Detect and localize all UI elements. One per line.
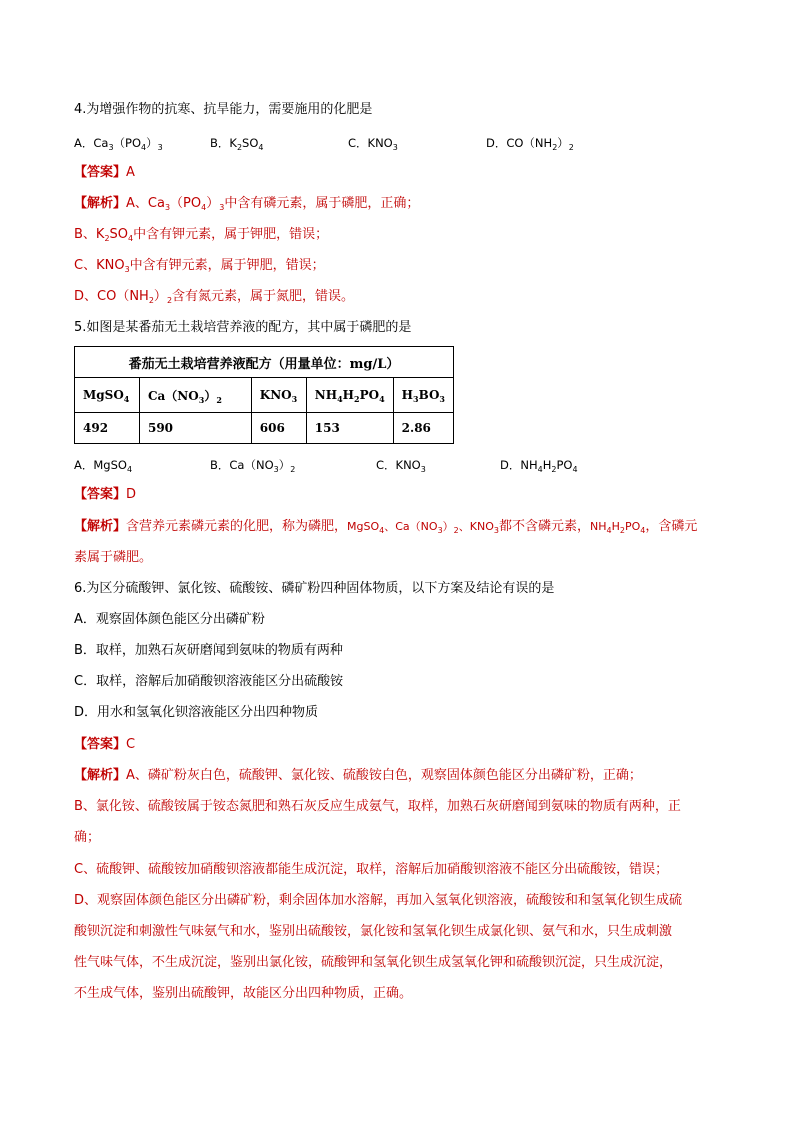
q4-stem: 4.为增强作物的抗寒、抗旱能力，需要施用的化肥是 — [74, 102, 373, 117]
q5-answer: 【答案】D — [74, 487, 137, 502]
q6-stem: 6.为区分硫酸钾、氯化铵、硫酸铵、磷矿粉四种固体物质，以下方案及结论有误的是 — [74, 581, 555, 596]
table-header-cell: $KNO_3$ — [251, 378, 306, 413]
q6-option-d: D．用水和氢氧化钡溶液能区分出四种物质 — [74, 705, 319, 720]
q6-analysis-line: C、硫酸钾、硫酸铵加硝酸钡溶液都能生成沉淀，取样，溶解后加硝酸钡溶液不能区分出硫酸铵，错误； — [74, 862, 669, 877]
q5-analysis-line: 【解析】含营养元素磷元素的化肥，称为磷肥，MgSO$_4$、$Ca(NO_3)_2$、$KNO_3$都不含磷元素，$NH_4H_2PO_4$，含磷元 — [74, 519, 698, 535]
q4-option-b: B．$K_2SO_4$ — [210, 136, 264, 152]
q4-analysis-line: B、$K_2SO_4$中含有钾元素，属于钾肥，错误； — [74, 227, 329, 243]
q6-analysis-line: 性气味气体，不生成沉淀，鉴别出氯化铵，硫酸钾和氢氧化钡生成氢氧化钾和硫酸钡沉淀，只生成沉淀， — [74, 955, 673, 970]
table-value-cell: 606 — [251, 413, 306, 444]
q4-option-d: D．$CO(NH_2)_2$ — [486, 136, 574, 152]
q6-analysis-line: D、观察固体颜色能区分出磷矿粉，剩余固体加水溶解，再加入氢氧化钡溶液，硫酸铵和和氢氧化钡生成硫 — [74, 893, 683, 908]
table-value-cell: 492 — [75, 413, 140, 444]
q6-analysis-line: B、氯化铵、硫酸铵属于铵态氮肥和熟石灰反应生成氨气，取样，加熟石灰研磨闻到氨味的物质有两种，正 — [74, 799, 681, 814]
q4-option-a: A．$Ca_3(PO_4)_3$ — [74, 136, 163, 152]
table-title: 番茄无土栽培营养液配方（用量单位：mg/L） — [75, 347, 454, 378]
table-value-cell: 590 — [139, 413, 251, 444]
q6-option-a: A．观察固体颜色能区分出磷矿粉 — [74, 612, 265, 627]
q5-stem: 5.如图是某番茄无土栽培营养液的配方，其中属于磷肥的是 — [74, 320, 412, 335]
q4-analysis-line: D、$CO(NH_2)_2$含有氮元素，属于氮肥，错误。 — [74, 289, 355, 305]
q5-option-d: D．$NH_4H_2PO_4$ — [500, 458, 578, 474]
q5-option-b: B．$Ca(NO_3)_2$ — [210, 458, 296, 474]
q6-option-b: B．取样，加熟石灰研磨闻到氨味的物质有两种 — [74, 643, 343, 658]
table-header-cell: $Ca(NO_3)_2$ — [139, 378, 251, 413]
q6-answer: 【答案】C — [74, 737, 136, 752]
q4-analysis-line: 【解析】A、$Ca_3(PO_4)_3$中含有磷元素，属于磷肥，正确； — [74, 196, 420, 212]
q4-option-c: C．$KNO_3$ — [348, 136, 398, 152]
table-header-cell: $H_3BO_3$ — [393, 378, 453, 413]
nutrient-table — [74, 346, 454, 444]
table-value-cell: 2.86 — [393, 413, 453, 444]
table-header-cell: MgSO$_4$ — [75, 378, 140, 413]
q6-option-c: C．取样，溶解后加硝酸钡溶液能区分出硫酸铵 — [74, 674, 344, 689]
q4-analysis-line: C、$KNO_3$中含有钾元素，属于钾肥，错误； — [74, 258, 325, 274]
q6-analysis-line: 酸钡沉淀和刺激性气味氨气和水，鉴别出硫酸铵，氯化铵和氢氧化钡生成氯化钡、氨气和水，只生成刺激 — [74, 924, 673, 939]
q5-option-c: C．$KNO_3$ — [376, 458, 426, 474]
q6-analysis-line: 【解析】A、磷矿粉灰白色，硫酸钾、氯化铵、硫酸铵白色，观察固体颜色能区分出磷矿粉，正确； — [74, 768, 642, 783]
q4-answer: 【答案】A — [74, 165, 135, 180]
q6-analysis-line: 确； — [74, 830, 101, 845]
q5-analysis-line: 素属于磷肥。 — [74, 550, 153, 565]
table-header-cell: $NH_4H_2PO_4$ — [306, 378, 393, 413]
q6-analysis-line: 不生成气体，鉴别出硫酸钾，故能区分出四种物质，正确。 — [74, 986, 413, 1001]
table-value-cell: 153 — [306, 413, 393, 444]
q5-option-a: A．MgSO$_4$ — [74, 458, 133, 474]
